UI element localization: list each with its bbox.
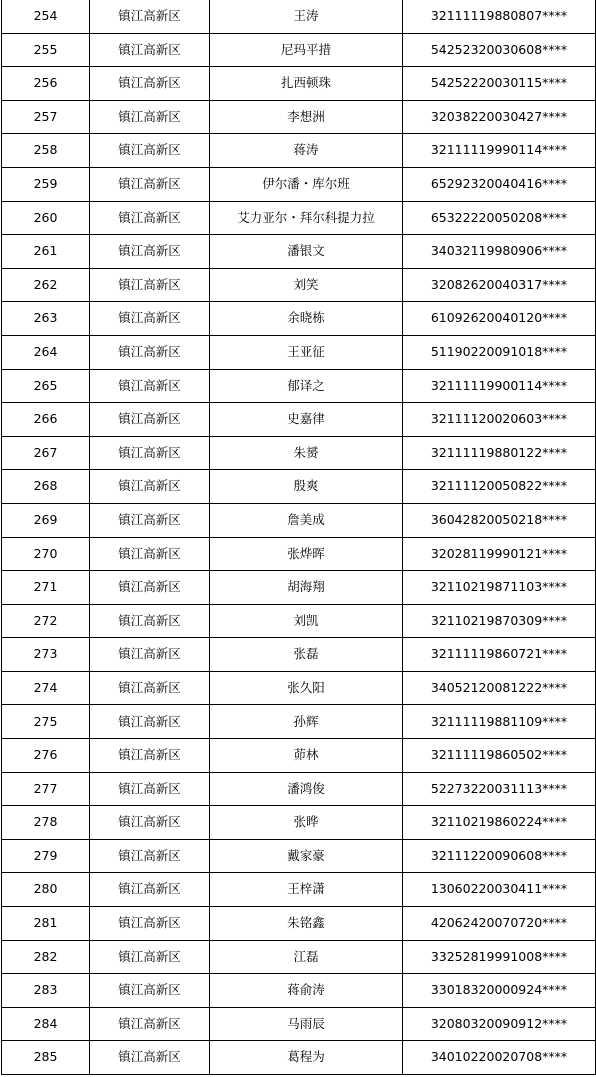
- person-name-cell: 朱赟: [210, 436, 403, 470]
- table-row: [2, 940, 596, 974]
- serial-number-cell: 283: [2, 974, 90, 1008]
- serial-number-cell: 275: [2, 705, 90, 739]
- serial-number-cell: 284: [2, 1007, 90, 1041]
- person-name-cell: 王梓潇: [210, 873, 403, 907]
- district-cell: 镇江高新区: [90, 503, 210, 537]
- district-cell: 镇江高新区: [90, 235, 210, 269]
- person-name-cell: 王涛: [210, 0, 403, 33]
- serial-number-cell: 255: [2, 33, 90, 67]
- district-cell: 镇江高新区: [90, 974, 210, 1008]
- district-cell: 镇江高新区: [90, 772, 210, 806]
- serial-number-cell: 272: [2, 604, 90, 638]
- table-row: [2, 403, 596, 437]
- person-name-cell: 张磊: [210, 638, 403, 672]
- person-name-cell: 蒋涛: [210, 134, 403, 168]
- district-cell: 镇江高新区: [90, 67, 210, 101]
- id-number-cell: 32111119990114****: [403, 134, 596, 168]
- person-name-cell: 扎西顿珠: [210, 67, 403, 101]
- district-cell: 镇江高新区: [90, 302, 210, 336]
- serial-number-cell: 282: [2, 940, 90, 974]
- serial-number-cell: 260: [2, 201, 90, 235]
- table-row: [2, 33, 596, 67]
- person-name-cell: 马雨辰: [210, 1007, 403, 1041]
- district-cell: 镇江高新区: [90, 638, 210, 672]
- id-number-cell: 32111220090608****: [403, 839, 596, 873]
- table-row: [2, 1041, 596, 1075]
- id-number-cell: 32110219870309****: [403, 604, 596, 638]
- person-name-cell: 刘凯: [210, 604, 403, 638]
- person-name-cell: 尼玛平措: [210, 33, 403, 67]
- serial-number-cell: 281: [2, 907, 90, 941]
- table-row: [2, 537, 596, 571]
- id-number-cell: 32110219871103****: [403, 571, 596, 605]
- serial-number-cell: 265: [2, 369, 90, 403]
- person-name-cell: 王亚征: [210, 335, 403, 369]
- id-number-cell: 51190220091018****: [403, 335, 596, 369]
- table-row: [2, 0, 596, 33]
- id-number-cell: 32111119860502****: [403, 739, 596, 773]
- table-row: [2, 571, 596, 605]
- person-name-cell: 潘银文: [210, 235, 403, 269]
- district-cell: 镇江高新区: [90, 369, 210, 403]
- id-number-cell: 65292320040416****: [403, 167, 596, 201]
- table-row: [2, 369, 596, 403]
- id-number-cell: 32080320090912****: [403, 1007, 596, 1041]
- id-number-cell: 34032119980906****: [403, 235, 596, 269]
- table-row: [2, 671, 596, 705]
- id-number-cell: 33018320000924****: [403, 974, 596, 1008]
- district-cell: 镇江高新区: [90, 167, 210, 201]
- id-number-cell: 34052120081222****: [403, 671, 596, 705]
- person-name-cell: 孙辉: [210, 705, 403, 739]
- roster-table-body: [2, 0, 596, 1075]
- person-name-cell: 刘笑: [210, 268, 403, 302]
- person-name-cell: 茆林: [210, 739, 403, 773]
- table-row: [2, 604, 596, 638]
- district-cell: 镇江高新区: [90, 604, 210, 638]
- person-name-cell: 张烨晖: [210, 537, 403, 571]
- id-number-cell: 32111119900114****: [403, 369, 596, 403]
- person-name-cell: 葛程为: [210, 1041, 403, 1075]
- district-cell: 镇江高新区: [90, 907, 210, 941]
- id-number-cell: 65322220050208****: [403, 201, 596, 235]
- table-row: [2, 839, 596, 873]
- serial-number-cell: 269: [2, 503, 90, 537]
- id-number-cell: 32111119881109****: [403, 705, 596, 739]
- id-number-cell: 52273220031113****: [403, 772, 596, 806]
- table-row: [2, 705, 596, 739]
- serial-number-cell: 278: [2, 806, 90, 840]
- id-number-cell: 61092620040120****: [403, 302, 596, 336]
- serial-number-cell: 276: [2, 739, 90, 773]
- serial-number-cell: 273: [2, 638, 90, 672]
- table-row: [2, 67, 596, 101]
- serial-number-cell: 279: [2, 839, 90, 873]
- person-name-cell: 戴家豪: [210, 839, 403, 873]
- district-cell: 镇江高新区: [90, 705, 210, 739]
- serial-number-cell: 262: [2, 268, 90, 302]
- id-number-cell: 13060220030411****: [403, 873, 596, 907]
- table-row: [2, 503, 596, 537]
- roster-table: [1, 0, 596, 1075]
- table-row: [2, 100, 596, 134]
- person-name-cell: 詹美成: [210, 503, 403, 537]
- district-cell: 镇江高新区: [90, 0, 210, 33]
- district-cell: 镇江高新区: [90, 839, 210, 873]
- table-row: [2, 268, 596, 302]
- table-row: [2, 302, 596, 336]
- serial-number-cell: 256: [2, 67, 90, 101]
- district-cell: 镇江高新区: [90, 100, 210, 134]
- district-cell: 镇江高新区: [90, 470, 210, 504]
- serial-number-cell: 259: [2, 167, 90, 201]
- id-number-cell: 54252220030115****: [403, 67, 596, 101]
- person-name-cell: 郁译之: [210, 369, 403, 403]
- id-number-cell: 32111119860721****: [403, 638, 596, 672]
- person-name-cell: 余晓栋: [210, 302, 403, 336]
- table-row: [2, 974, 596, 1008]
- person-name-cell: 李想洲: [210, 100, 403, 134]
- table-row: [2, 235, 596, 269]
- id-number-cell: 36042820050218****: [403, 503, 596, 537]
- person-name-cell: 江磊: [210, 940, 403, 974]
- serial-number-cell: 268: [2, 470, 90, 504]
- person-name-cell: 潘鸿俊: [210, 772, 403, 806]
- district-cell: 镇江高新区: [90, 537, 210, 571]
- person-name-cell: 胡海翔: [210, 571, 403, 605]
- serial-number-cell: 277: [2, 772, 90, 806]
- person-name-cell: 张晔: [210, 806, 403, 840]
- table-row: [2, 436, 596, 470]
- district-cell: 镇江高新区: [90, 739, 210, 773]
- table-row: [2, 335, 596, 369]
- district-cell: 镇江高新区: [90, 571, 210, 605]
- district-cell: 镇江高新区: [90, 268, 210, 302]
- table-row: [2, 134, 596, 168]
- serial-number-cell: 266: [2, 403, 90, 437]
- person-name-cell: 朱铭鑫: [210, 907, 403, 941]
- id-number-cell: 32082620040317****: [403, 268, 596, 302]
- id-number-cell: 32111120020603****: [403, 403, 596, 437]
- serial-number-cell: 263: [2, 302, 90, 336]
- person-name-cell: 史嘉律: [210, 403, 403, 437]
- district-cell: 镇江高新区: [90, 134, 210, 168]
- id-number-cell: 32111119880807****: [403, 0, 596, 33]
- table-row: [2, 470, 596, 504]
- table-row: [2, 873, 596, 907]
- serial-number-cell: 254: [2, 0, 90, 33]
- person-name-cell: 艾力亚尔・拜尔科提力拉: [210, 201, 403, 235]
- person-name-cell: 伊尔潘・库尔班: [210, 167, 403, 201]
- id-number-cell: 32111120050822****: [403, 470, 596, 504]
- id-number-cell: 32111119880122****: [403, 436, 596, 470]
- id-number-cell: 33252819991008****: [403, 940, 596, 974]
- id-number-cell: 32038220030427****: [403, 100, 596, 134]
- id-number-cell: 32028119990121****: [403, 537, 596, 571]
- id-number-cell: 42062420070720****: [403, 907, 596, 941]
- id-number-cell: 34010220020708****: [403, 1041, 596, 1075]
- serial-number-cell: 264: [2, 335, 90, 369]
- serial-number-cell: 267: [2, 436, 90, 470]
- serial-number-cell: 274: [2, 671, 90, 705]
- table-row: [2, 1007, 596, 1041]
- district-cell: 镇江高新区: [90, 873, 210, 907]
- district-cell: 镇江高新区: [90, 201, 210, 235]
- table-row: [2, 638, 596, 672]
- district-cell: 镇江高新区: [90, 335, 210, 369]
- district-cell: 镇江高新区: [90, 1007, 210, 1041]
- district-cell: 镇江高新区: [90, 671, 210, 705]
- serial-number-cell: 258: [2, 134, 90, 168]
- id-number-cell: 32110219860224****: [403, 806, 596, 840]
- district-cell: 镇江高新区: [90, 940, 210, 974]
- table-row: [2, 772, 596, 806]
- person-name-cell: 张久阳: [210, 671, 403, 705]
- serial-number-cell: 270: [2, 537, 90, 571]
- table-row: [2, 201, 596, 235]
- id-number-cell: 54252320030608****: [403, 33, 596, 67]
- table-row: [2, 167, 596, 201]
- district-cell: 镇江高新区: [90, 436, 210, 470]
- table-row: [2, 907, 596, 941]
- person-name-cell: 殷爽: [210, 470, 403, 504]
- district-cell: 镇江高新区: [90, 1041, 210, 1075]
- district-cell: 镇江高新区: [90, 33, 210, 67]
- district-cell: 镇江高新区: [90, 403, 210, 437]
- serial-number-cell: 257: [2, 100, 90, 134]
- person-name-cell: 蒋俞涛: [210, 974, 403, 1008]
- district-cell: 镇江高新区: [90, 806, 210, 840]
- serial-number-cell: 271: [2, 571, 90, 605]
- table-row: [2, 739, 596, 773]
- serial-number-cell: 285: [2, 1041, 90, 1075]
- table-row: [2, 806, 596, 840]
- serial-number-cell: 261: [2, 235, 90, 269]
- serial-number-cell: 280: [2, 873, 90, 907]
